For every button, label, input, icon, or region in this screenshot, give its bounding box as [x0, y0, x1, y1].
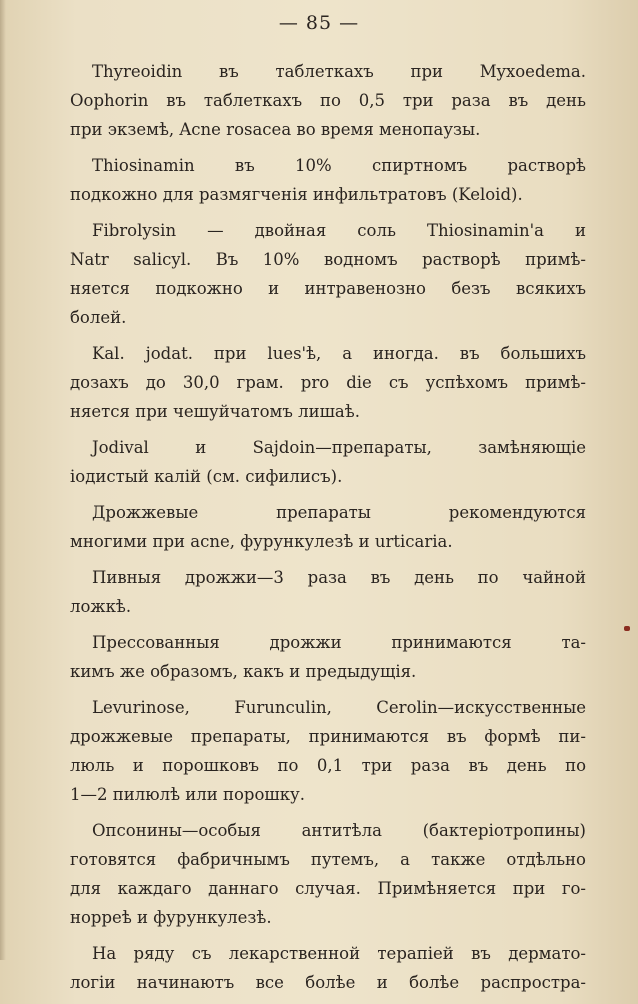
text-line: Прессованныя дрожжи принимаются та-: [92, 633, 586, 652]
text-line: няется при чешуйчатомъ лишаѣ.: [70, 402, 360, 421]
paragraph-beer-yeast: [70, 563, 586, 621]
page-edge-shadow: [0, 0, 6, 960]
paragraph-opsonins: [70, 816, 586, 932]
text-line: На ряду съ лекарственной терапіей въ дермато-: [92, 944, 586, 963]
paragraph-fibrolysin: [70, 216, 586, 332]
text-line: кимъ же образомъ, какъ и предыдущія.: [70, 662, 417, 681]
paragraph-thyreoidin: [70, 57, 586, 144]
text-line: многими при acne, фурункулезѣ и urticaria.: [70, 532, 453, 551]
paragraph-pressed-yeast: [70, 628, 586, 686]
text-line: Thiosinamin въ 10% спиртномъ растворѣ: [92, 156, 586, 175]
text-line: люль и порошковъ по 0,1 три раза въ день по: [70, 756, 586, 775]
text-line: готовятся фабричнымъ путемъ, а также отдѣльно: [70, 850, 586, 869]
paragraph-kal-jodat: [70, 339, 586, 426]
text-line: Natr salicyl. Въ 10% водномъ растворѣ примѣ-: [70, 250, 586, 269]
paragraph-yeast-preparations: [70, 498, 586, 556]
text-line: норреѣ и фурункулезѣ.: [70, 908, 272, 927]
text-line: Пивныя дрожжи—3 раза въ день по чайной: [92, 568, 586, 587]
text-line: для каждаго даннаго случая. Примѣняется при го-: [70, 879, 586, 898]
text-line: дозахъ до 30,0 грам. pro die съ успѣхомъ примѣ-: [70, 373, 586, 392]
text-line: іодистый калій (см. сифилисъ).: [70, 467, 343, 486]
paragraph-dermatology-therapy: [70, 939, 586, 997]
text-line: ложкѣ.: [70, 597, 132, 616]
paragraph-thiosinamin: [70, 151, 586, 209]
text-line: Jodival и Sajdoin—препараты, замѣняющіе: [92, 438, 586, 457]
text-line: Опсонины—особыя антитѣла (бактеріотропины): [92, 821, 586, 840]
text-line: дрожжевые препараты, принимаются въ формѣ пи-: [70, 727, 586, 746]
ink-spot: [624, 626, 630, 631]
text-line: Levurinose, Furunculin, Cerolin—искусственные: [92, 698, 586, 717]
text-line: при экземѣ, Acne rosacea во время менопаузы.: [70, 120, 481, 139]
text-line: няется подкожно и интравенозно безъ всякихъ: [70, 279, 586, 298]
text-line: 1—2 пилюлѣ или порошку.: [70, 785, 306, 804]
page-body: [70, 57, 586, 1004]
text-line: подкожно для размягченія инфильтратовъ (Keloid).: [70, 185, 523, 204]
text-line: Kal. jodat. при lues'ѣ, а иногда. въ большихъ: [92, 344, 586, 363]
text-line: Дрожжевые препараты рекомендуются: [92, 503, 586, 522]
text-line: Thyreoidin въ таблеткахъ при Myxoedema.: [92, 62, 586, 81]
text-line: Oophorin въ таблеткахъ по 0,5 три раза въ день: [70, 91, 586, 110]
paragraph-jodival: [70, 433, 586, 491]
text-line: болей.: [70, 308, 127, 327]
text-line: Fibrolysin — двойная соль Thiosinamin'а и: [92, 221, 586, 240]
paragraph-levurinose: [70, 693, 586, 809]
page-number: — 85 —: [278, 12, 360, 34]
text-line: логіи начинаютъ все болѣе и болѣе распростра-: [70, 973, 586, 992]
